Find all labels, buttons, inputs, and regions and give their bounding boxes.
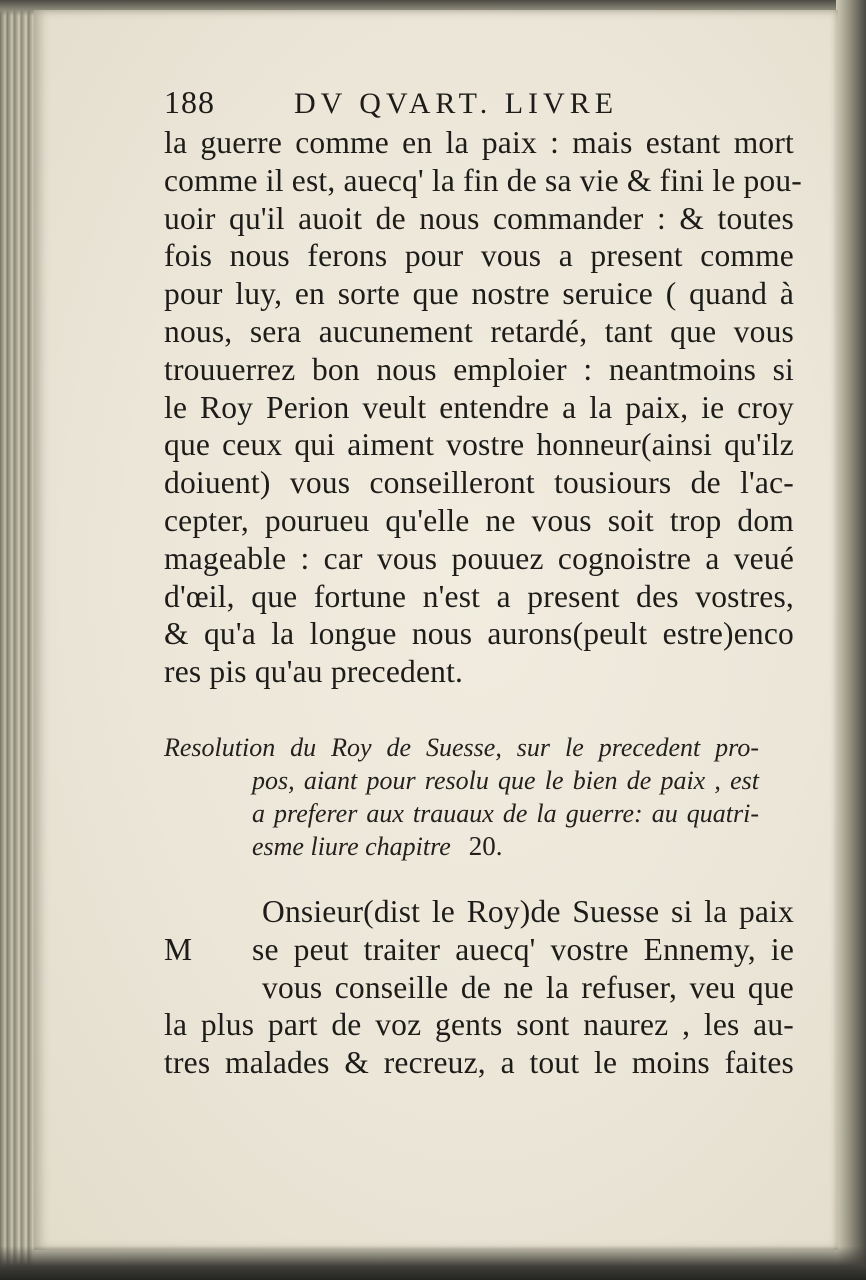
text-line: d'œil, que fortune n'est a present des vostres, — [164, 578, 794, 614]
page-text — [164, 84, 803, 1082]
text-line: trouuerrez bon nous emploier : neantmoins si — [164, 351, 794, 387]
text-line: comme il est, auecq' la fin de sa vie & fini le pou- — [164, 162, 803, 198]
chapter-rubric — [164, 731, 794, 863]
text-line: le Roy Perion veult entendre a la paix, ie croy — [164, 389, 794, 425]
text-line: que ceux qui aiment vostre honneur(ainsi qu'ilz — [164, 427, 794, 463]
text-line: cepter, pourueu qu'elle ne vous soit trop dom — [164, 502, 794, 538]
paragraph-2 — [164, 893, 794, 1082]
text-line: fois nous ferons pour vous a present comme — [164, 238, 794, 274]
bottom-book-edge — [0, 1246, 866, 1280]
text-line: res pis qu'au precedent. — [164, 654, 464, 690]
folio-number: 188 — [164, 84, 215, 120]
text-line: & qu'a la longue nous aurons(peult estre)enco — [164, 616, 794, 652]
text-line: tres malades & recreuz, a tout le moins faites — [164, 1045, 794, 1081]
drop-initial: M — [164, 931, 193, 967]
page-header — [164, 84, 794, 124]
text-line: nous, sera aucunement retardé, tant que vous — [164, 313, 794, 349]
paragraph-1 — [164, 124, 803, 691]
rubric-line: Resolution du Roy de Suesse, sur le precedent pro- — [164, 732, 759, 762]
text-line: Onsieur(dist le Roy)de Suesse si la paix — [262, 893, 794, 929]
rubric-line: esme liure chapitre — [252, 831, 451, 861]
rubric-line: a preferer aux trauaux de la guerre: au quatri- — [252, 798, 759, 828]
text-line: la plus part de voz gents sont naurez , les au- — [164, 1007, 794, 1043]
text-line: vous conseille de ne la refuser, veu que — [262, 969, 794, 1005]
text-line: mageable : car vous pouuez cognoistre a veué — [164, 540, 794, 576]
text-line: pour luy, en sorte que nostre seruice ( quand à — [164, 276, 794, 312]
text-line: la guerre comme en la paix : mais estant mort — [164, 125, 794, 160]
right-page-edge — [836, 0, 866, 1280]
rubric-line-final — [164, 830, 759, 863]
rubric-line: pos, aiant pour resolu que le bien de paix , est — [252, 765, 759, 795]
chapter-number: 20. — [468, 830, 503, 861]
book-spine-edge — [0, 0, 34, 1280]
text-line: uoir qu'il auoit de nous commander : & toutes — [164, 200, 794, 236]
running-head: DV QVART. LIVRE — [294, 87, 619, 120]
text-line: doiuent) vous conseilleront tousiours de l'ac- — [164, 465, 794, 501]
text-line: se peut traiter auecq' vostre Ennemy, ie — [252, 931, 794, 967]
